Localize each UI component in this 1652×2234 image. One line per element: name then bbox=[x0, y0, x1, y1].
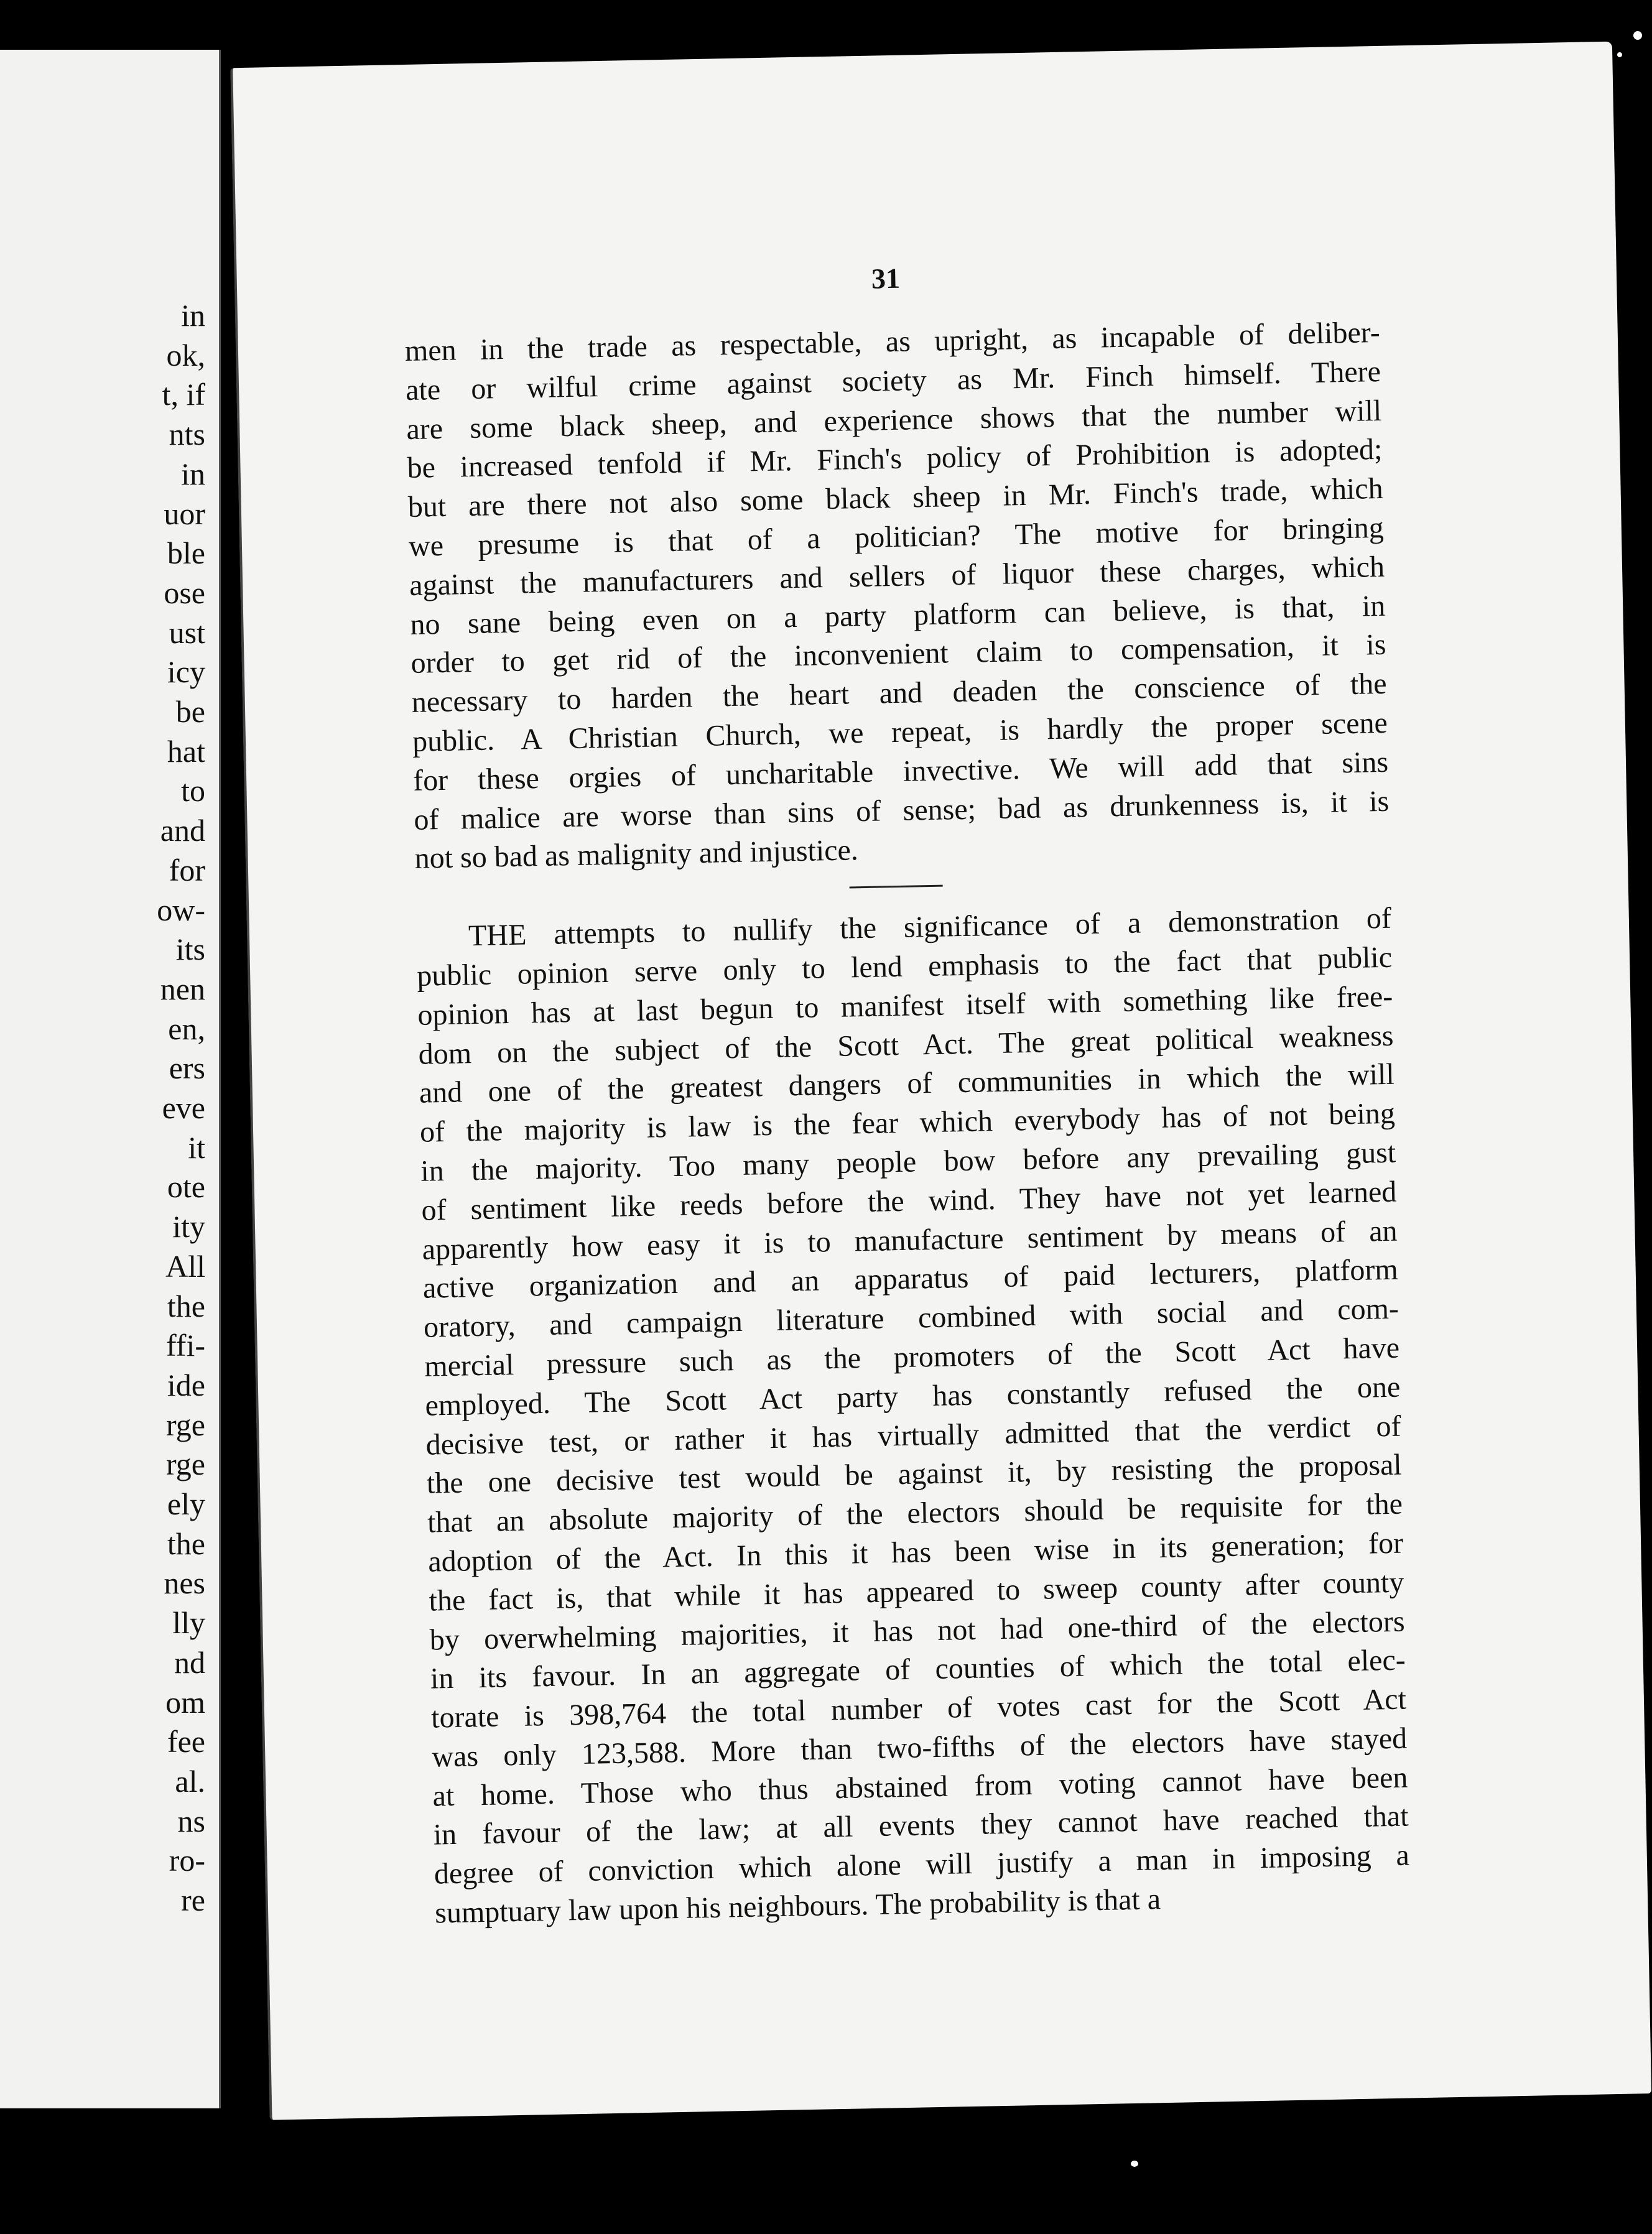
body-text bbox=[404, 313, 1410, 1934]
text-fragment: rge bbox=[166, 1447, 205, 1482]
text-fragment: ro- bbox=[169, 1843, 205, 1878]
text-line: by overwhelming majorities, it has not had one-third of the electors bbox=[429, 1605, 1406, 1657]
text-fragment: in bbox=[181, 456, 205, 491]
text-line: torate is 398,764 the total number of votes cast for the Scott Act bbox=[430, 1682, 1407, 1735]
text-fragment: nen bbox=[160, 971, 205, 1006]
paragraph-1 bbox=[404, 313, 1390, 879]
text-fragment: ers bbox=[169, 1050, 205, 1086]
text-fragment: om bbox=[165, 1684, 205, 1720]
text-line: the fact is, that while it has appeared to sweep county after county bbox=[429, 1565, 1404, 1618]
text-fragment: nd bbox=[174, 1644, 205, 1680]
text-line: for these orgies of uncharitable invective. We will add that sins bbox=[412, 745, 1389, 797]
text-line: in its favour. In an aggregate of counties of which the total elec- bbox=[430, 1643, 1406, 1695]
text-line: employed. The Scott Act party has constantly refused the one bbox=[425, 1370, 1401, 1422]
text-line: oratory, and campaign literature combined with social and com- bbox=[423, 1292, 1399, 1344]
text-line: public opinion serve only to lend emphasis to the fact that public bbox=[416, 940, 1393, 993]
text-fragment: ok, bbox=[166, 337, 205, 373]
text-line: of the majority is law is the fear which everybody has of not being bbox=[419, 1096, 1396, 1149]
text-fragment: ust bbox=[169, 614, 205, 650]
text-fragment: fee bbox=[167, 1724, 205, 1759]
text-fragment: ns bbox=[177, 1803, 205, 1838]
text-fragment: the bbox=[167, 1526, 205, 1561]
text-fragment: re bbox=[181, 1883, 205, 1917]
text-line: are some black sheep, and experience shows that the number will bbox=[406, 394, 1382, 446]
text-line: active organization and an apparatus of paid lecturers, platform bbox=[422, 1253, 1399, 1305]
text-fragment: the bbox=[167, 1288, 205, 1323]
page bbox=[230, 42, 1651, 2120]
text-fragment: be bbox=[175, 694, 205, 729]
text-line: of sentiment like reeds before the wind. They have not yet learned bbox=[421, 1175, 1397, 1227]
text-line: sumptuary law upon his neighbours. The probability is that a bbox=[434, 1883, 1161, 1930]
text-fragment: and bbox=[160, 813, 205, 848]
paragraph-2 bbox=[415, 899, 1410, 1934]
text-line: men in the trade as respectable, as upright, as incapable of deliber- bbox=[404, 315, 1381, 368]
text-fragment: to bbox=[181, 773, 205, 809]
text-fragment: nes bbox=[164, 1565, 205, 1601]
text-line: THE attempts to nullify the significance of a demonstration of bbox=[468, 901, 1392, 953]
text-fragment: lly bbox=[172, 1605, 205, 1641]
text-fragment: in bbox=[181, 298, 205, 333]
text-fragment: en, bbox=[168, 1011, 205, 1046]
text-line: opinion has at last begun to manifest itself with something like free- bbox=[417, 980, 1393, 1032]
text-fragment: ity bbox=[172, 1209, 205, 1244]
text-fragment: ow- bbox=[157, 892, 205, 927]
text-line: decisive test, or rather it has virtually admitted that the verdict of bbox=[425, 1409, 1401, 1462]
page-number: 31 bbox=[871, 262, 901, 295]
text-fragment: t, if bbox=[162, 377, 205, 412]
text-fragment: ote bbox=[167, 1169, 205, 1205]
section-divider bbox=[850, 885, 943, 889]
text-fragment: ble bbox=[167, 535, 205, 571]
text-line: against the manufacturers and sellers of liquor these charges, which bbox=[409, 550, 1385, 602]
text-line: in the majority. Too many people bow before any prevailing gust bbox=[420, 1136, 1396, 1188]
text-line: public. A Christian Church, we repeat, is hardly the proper scene bbox=[412, 706, 1388, 758]
text-line: of malice are worse than sins of sense; bad as drunkenness is, it is bbox=[413, 784, 1390, 837]
text-fragment: for bbox=[169, 852, 205, 888]
text-line: adoption of the Act. In this it has been wise in its generation; for bbox=[427, 1526, 1404, 1578]
scan-speck bbox=[1633, 31, 1642, 40]
text-line: degree of conviction which alone will justify a man in imposing a bbox=[434, 1838, 1410, 1891]
text-fragment: ide bbox=[167, 1367, 205, 1402]
text-line: mercial pressure such as the promoters of the Scott Act have bbox=[424, 1331, 1400, 1383]
text-line: we presume is that of a politician? The motive for bringing bbox=[408, 511, 1385, 563]
text-line: ate or wilful crime against society as Mr. Finch himself. There bbox=[405, 355, 1381, 407]
text-fragment: uor bbox=[164, 496, 205, 531]
text-line: apparently how easy it is to manufacture sentiment by means of an bbox=[422, 1214, 1398, 1266]
text-fragment: eve bbox=[162, 1090, 205, 1125]
text-fragment: nts bbox=[169, 417, 205, 452]
text-fragment: hat bbox=[167, 733, 205, 769]
text-line: no sane being even on a party platform can believe, is that, in bbox=[409, 589, 1386, 641]
scan-speck bbox=[1131, 2161, 1138, 2167]
text-line: but are there not also some black sheep in Mr. Finch's trade, which bbox=[407, 472, 1384, 524]
text-fragment: rge bbox=[166, 1407, 205, 1442]
text-fragment: its bbox=[175, 932, 205, 967]
text-fragment: All bbox=[165, 1248, 205, 1284]
text-line: that an absolute majority of the electors should be requisite for the bbox=[427, 1487, 1403, 1539]
text-line: dom on the subject of the Scott Act. The great political weakness bbox=[418, 1019, 1394, 1071]
text-fragment: ffi- bbox=[166, 1328, 205, 1363]
scan-speck bbox=[1617, 52, 1622, 57]
text-line: the one decisive test would be against it, by resisting the proposal bbox=[426, 1448, 1403, 1500]
text-line: at home. Those who thus abstained from voting cannot have been bbox=[432, 1761, 1408, 1813]
text-line: necessary to harden the heart and deaden the conscience of the bbox=[411, 667, 1388, 720]
text-line: and one of the greatest dangers of communities in which the will bbox=[419, 1058, 1395, 1110]
text-fragment: ely bbox=[167, 1486, 205, 1521]
text-line: in favour of the law; at all events they cannot have reached that bbox=[433, 1799, 1409, 1852]
text-line: be increased tenfold if Mr. Finch's policy of Prohibition is adopted; bbox=[407, 433, 1383, 485]
text-line: was only 123,588. More than two-fifths of the electors have stayed bbox=[431, 1722, 1408, 1774]
previous-page-fragment bbox=[0, 50, 221, 2108]
text-fragment: al. bbox=[175, 1763, 205, 1799]
text-fragment: it bbox=[188, 1129, 205, 1165]
text-line: not so bad as malignity and injustice. bbox=[414, 833, 859, 876]
text-fragment: icy bbox=[167, 654, 205, 690]
text-line: order to get rid of the inconvenient claim to compensation, it is bbox=[411, 628, 1386, 680]
text-fragment: ose bbox=[164, 575, 205, 610]
